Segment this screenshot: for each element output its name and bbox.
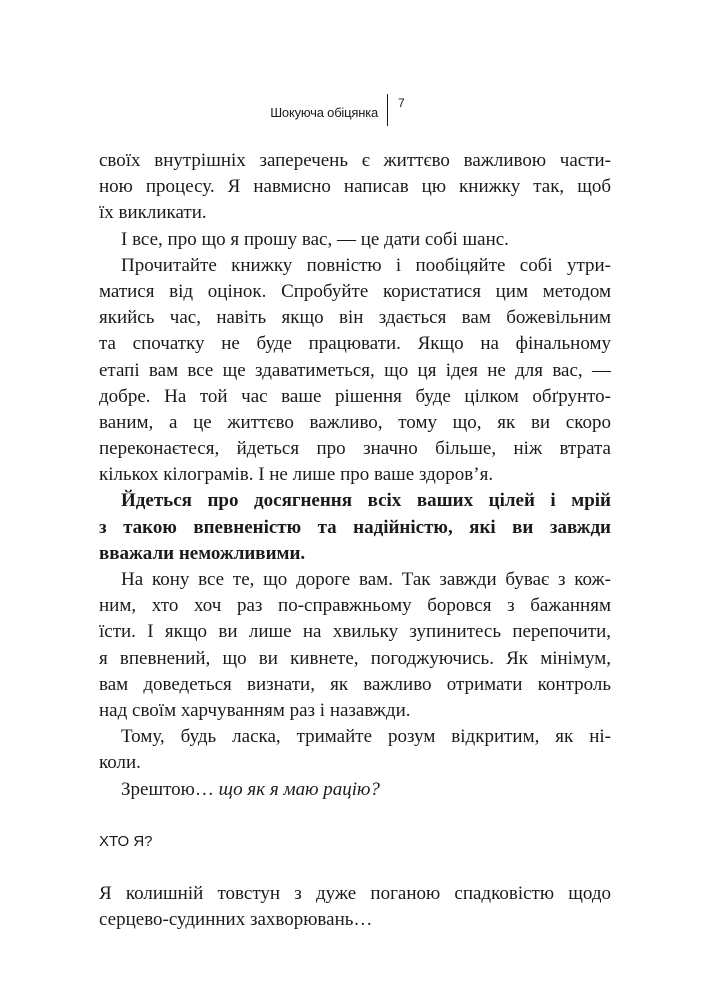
- text-line: [99, 777, 611, 803]
- text-line: кількох кілограмів. І не лише про ваше здоров’я.: [99, 464, 494, 486]
- paragraph: [99, 777, 611, 803]
- text-line: над своїм харчуванням раз і назавжди.: [99, 699, 411, 721]
- text-line: вважали неможливими.: [99, 542, 306, 564]
- text-line: ним, хто хоч раз по-справжньому боровся з бажанням: [99, 595, 611, 617]
- text-line: добре. На той час ваше рішення буде цілком обґрунто-: [99, 385, 611, 407]
- text-line: Я колишній товстун з дуже поганою спадковістю щодо: [99, 882, 611, 904]
- spacer: [99, 803, 611, 829]
- bold-paragraph: [99, 488, 611, 567]
- italic-text-run: що як я маю рацію?: [218, 778, 380, 800]
- text-line: переконаєтеся, йдеться про значно більше, ніж втрата: [99, 438, 611, 460]
- text-line: їх викликати.: [99, 202, 207, 224]
- paragraph: [99, 881, 611, 933]
- paragraph: [99, 253, 611, 489]
- text-line: ваним, а це життєво важливо, тому що, як ви скоро: [99, 411, 611, 433]
- running-head: [0, 94, 715, 126]
- text-line: серцево-судинних захворювань…: [99, 908, 373, 930]
- section-heading: ХТО Я?: [99, 832, 153, 850]
- text-line: вам доведеться визнати, як важливо отримати контроль: [99, 673, 611, 695]
- text-line: коли.: [99, 752, 141, 774]
- text-line: етапі вам все ще здаватиметься, що ця ідея не для вас, —: [99, 359, 611, 381]
- text-line: Прочитайте книжку повністю і пообіцяйте собі утри-: [121, 254, 611, 276]
- paragraph: [99, 724, 611, 776]
- text-line: я впевнений, що ви кивнете, погоджуючись. Як мінімум,: [99, 647, 611, 669]
- text-line: якийсь час, навіть якщо він здається вам божевільним: [99, 307, 611, 329]
- text-run: Зрештою…: [121, 778, 219, 800]
- paragraph: [99, 567, 611, 724]
- text-line: На кону все те, що дороге вам. Так завжди буває з кож-: [121, 569, 611, 590]
- body-text: [99, 148, 611, 933]
- text-line: Тому, будь ласка, тримайте розум відкритим, як ні-: [121, 726, 611, 748]
- text-line: Йдеться про досягнення всіх ваших цілей і мрій: [121, 490, 611, 512]
- text-line: їсти. І якщо ви лише на хвильку зупинитесь перепочити,: [99, 621, 611, 643]
- spacer: [99, 855, 611, 881]
- text-line: та спочатку не буде працювати. Якщо на фінальному: [99, 333, 611, 355]
- paragraph: [99, 148, 611, 227]
- text-line: матися від оцінок. Спробуйте користатися цим методом: [99, 280, 611, 302]
- text-line: І все, про що я прошу вас, — це дати собі шанс.: [121, 228, 509, 250]
- text-line: ною процесу. Я навмисно написав цю книжку так, щоб: [99, 176, 611, 198]
- text-line: своїх внутрішніх заперечень є життєво важливою части-: [99, 150, 611, 171]
- paragraph: [99, 227, 611, 253]
- page-number: 7: [398, 96, 405, 110]
- running-head-divider: [387, 94, 388, 126]
- text-line: з такою впевненістю та надійністю, які ви завжди: [99, 516, 611, 538]
- running-head-title: Шокуюча обіцянка: [270, 105, 378, 120]
